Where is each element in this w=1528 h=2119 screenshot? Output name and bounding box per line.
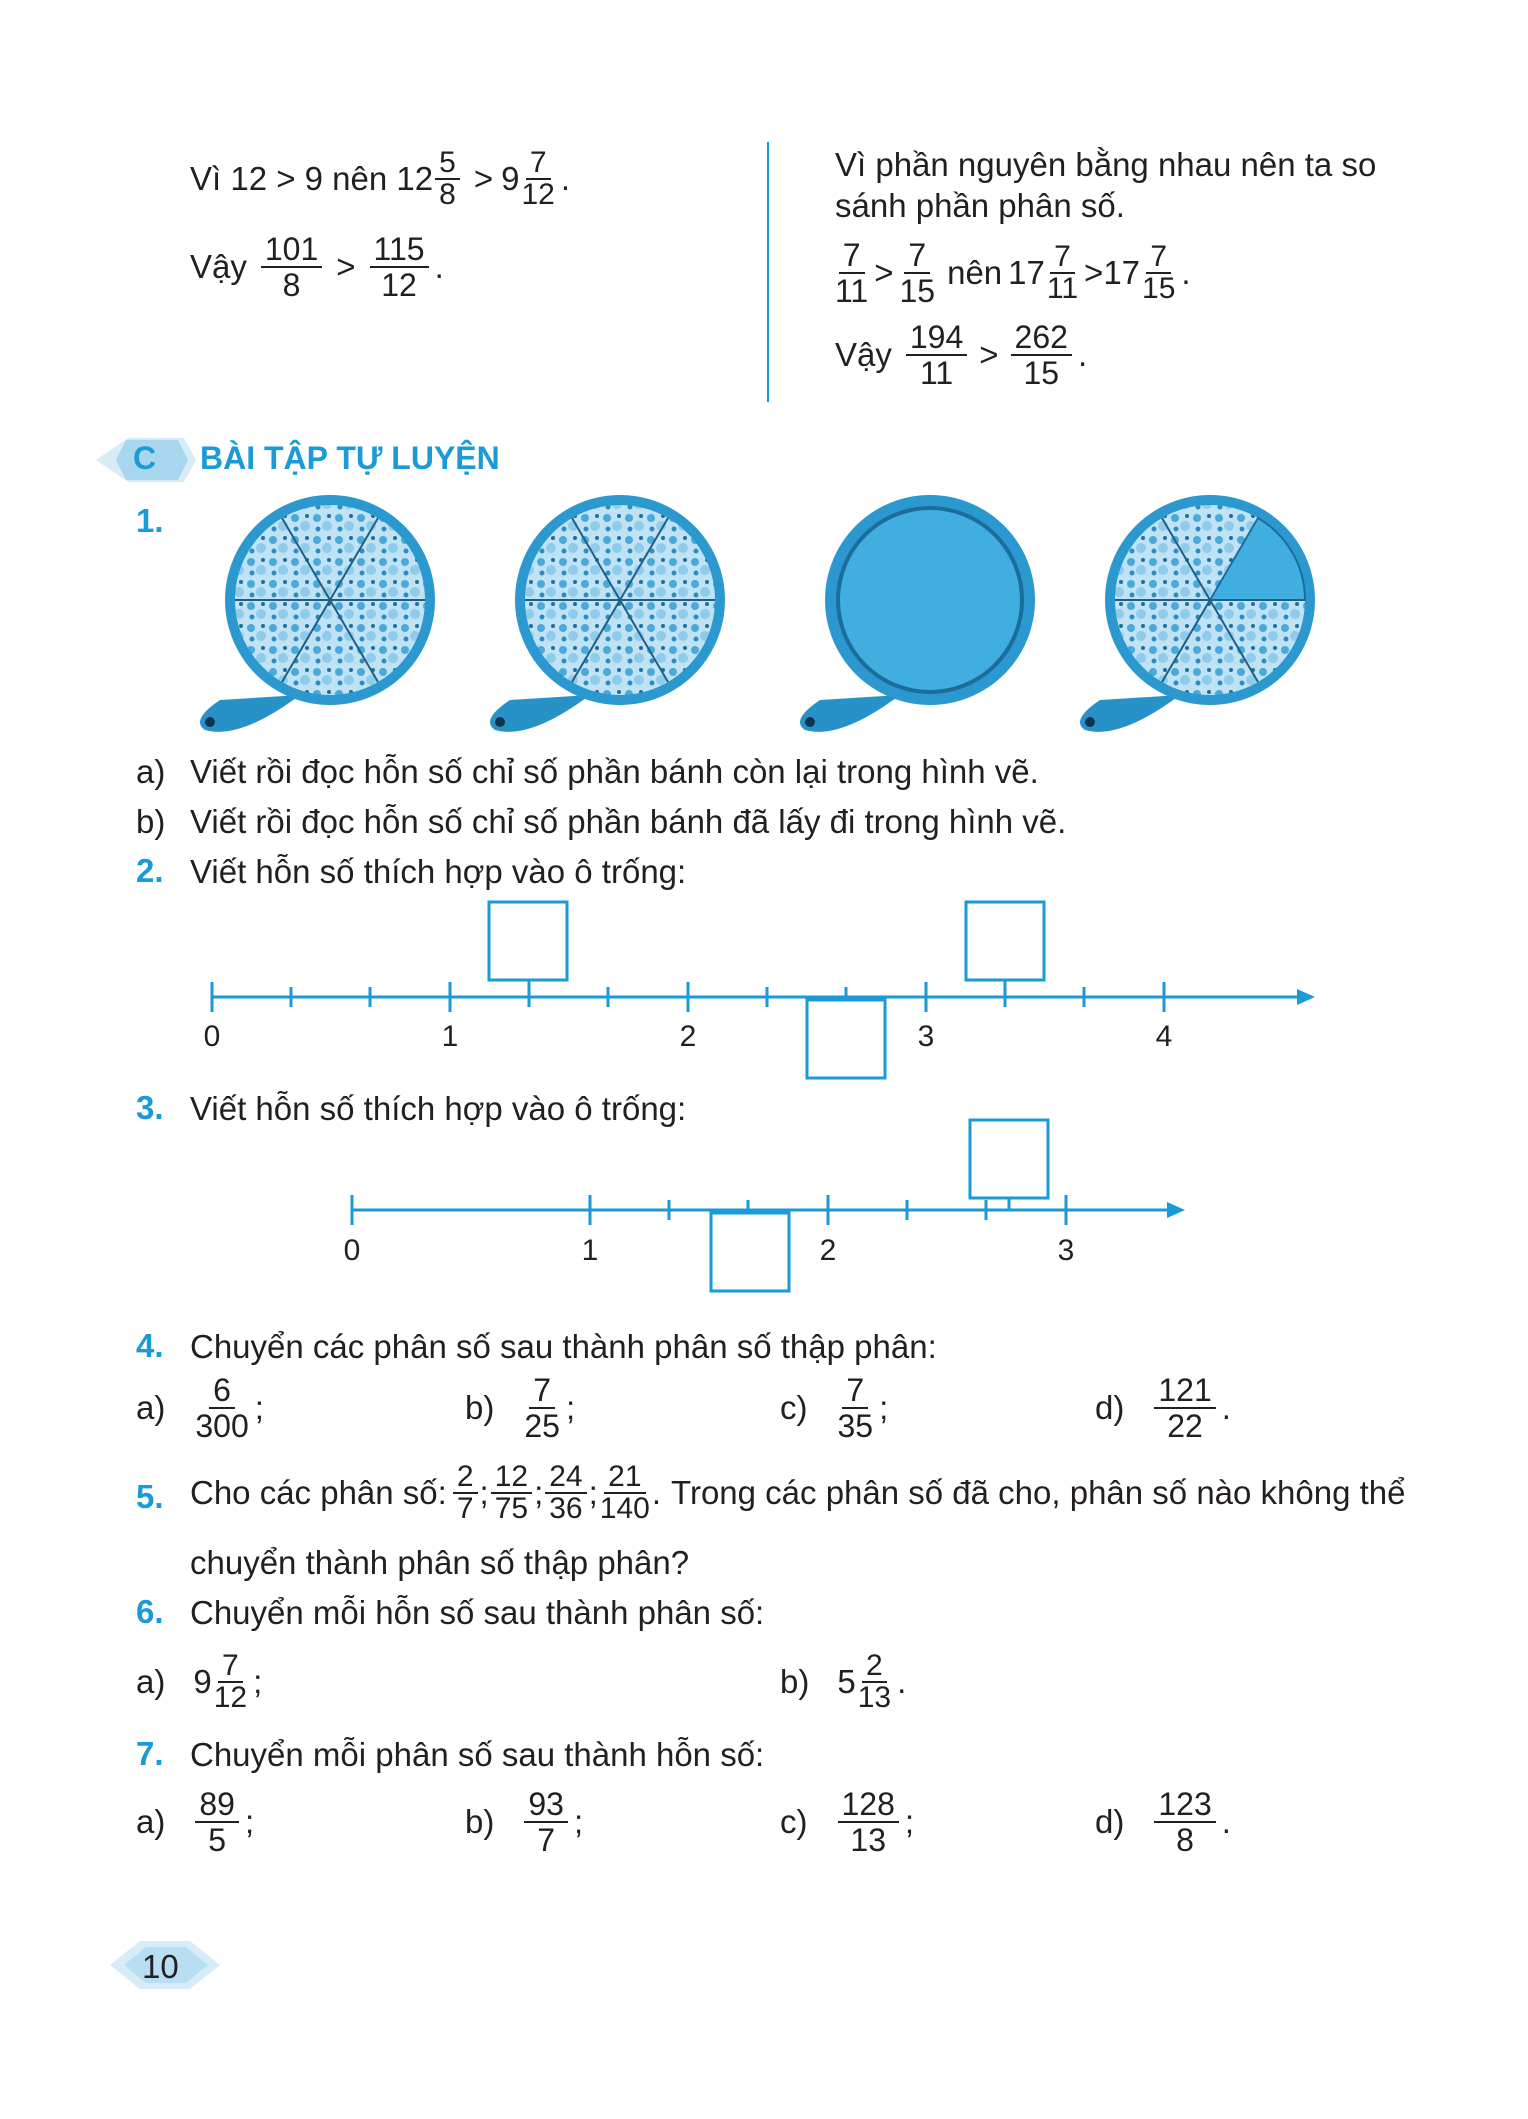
ex4-number: 4. [136,1327,164,1364]
ex5-number: 5. [136,1478,164,1515]
ex7-number: 7. [136,1735,164,1772]
top-left-line2: Vậy $\frac{101}{8}$ > $\frac{115}{12}$ . [190,231,444,303]
ex3-text: Viết hỗn số thích hợp vào ô trống: [190,1090,687,1127]
tick-label: 3 [917,1020,935,1053]
mixed-number: 9 $\frac{7}{12}$ [501,146,555,211]
ex7-text: Chuyển mỗi phân số sau thành hỗn số: [190,1736,765,1773]
section-badge-letter: C [133,440,157,476]
pizza-illustrations [180,490,1380,740]
top-right-compare: $\frac{7}{11}$ > $\frac{7}{15}$ nên 17 $\frac{7}{11}$ > 17 $\frac{7}{15}$ . [835,237,1191,309]
ex7-item-b: b) $\frac{93}{7}$ ; [465,1786,584,1858]
ex6-item-a: a) 9 $\frac{7}{12}$ ; [136,1649,263,1714]
answer-box [807,1000,885,1078]
answer-box [970,1120,1048,1198]
top-right-para-1: Vì phần nguyên bằng nhau nên ta so [835,146,1377,183]
section-title: BÀI TẬP TỰ LUYỆN [200,440,500,476]
column-divider [767,142,769,402]
ex7-item-c: c) $\frac{128}{13}$ ; [780,1786,915,1858]
tick-label: 1 [581,1234,599,1267]
ex1-b-text: Viết rồi đọc hỗn số chỉ số phần bánh đã lấy đi trong hình vẽ. [190,803,1067,840]
tick-label: 2 [679,1020,697,1053]
mixed-number: 12 $\frac{5}{8}$ [396,148,465,210]
ex4-item-d: d) $\frac{121}{22}$ . [1095,1372,1231,1444]
tick-label: 0 [343,1234,361,1267]
pizza-partial [1080,495,1315,732]
ex2-text: Viết hỗn số thích hợp vào ô trống: [190,853,687,890]
number-line-2 [190,900,1340,1100]
ex4-text: Chuyển các phân số sau thành phân số thập phân: [190,1328,937,1365]
ex1-a-label: a) [136,753,166,790]
tick-label: 4 [1155,1020,1173,1053]
answer-box [711,1213,789,1291]
ex6-text: Chuyển mỗi hỗn số sau thành phân số: [190,1594,765,1631]
ex1-a-text: Viết rồi đọc hỗn số chỉ số phần bánh còn lại trong hình vẽ. [190,753,1039,790]
ex4-item-b: b) $\frac{7}{25}$ ; [465,1372,576,1444]
answer-box [489,902,567,980]
ex1-number: 1. [136,502,164,539]
ex1-b-label: b) [136,803,166,840]
top-right-result: Vậy $\frac{194}{11}$ > $\frac{262}{15}$ . [835,319,1088,391]
number-line-3 [330,1110,1210,1310]
ex6-item-b: b) 5 $\frac{2}{13}$ . [780,1649,907,1714]
ex6-number: 6. [136,1593,164,1630]
ex7-item-d: d) $\frac{123}{8}$ . [1095,1786,1231,1858]
pizza-empty-plate [800,495,1035,732]
tick-label: 1 [441,1020,459,1053]
answer-box [966,902,1044,980]
top-right-para-2: sánh phần phân số. [835,187,1125,224]
pizza-full-1 [200,495,435,732]
tick-label: 3 [1057,1234,1075,1267]
ex7-item-a: a) $\frac{89}{5}$ ; [136,1786,255,1858]
ex2-number: 2. [136,852,164,889]
page-number: 10 [142,1948,179,1985]
ex4-item-a: a) $\frac{6}{300}$ ; [136,1372,264,1444]
top-left-line1: Vì 12 > 9 nên 12 $\frac{5}{8}$ > 9 $\frac{7}{12}$ . [190,146,571,211]
pizza-full-2 [490,495,725,732]
ex5-line1: Cho các phân số: $\frac{2}{7}$ ; $\frac{12}{75}$ ; $\frac{24}{36}$ ; $\frac{21}{140}$ . Trong các phân số đã cho, phân số nào không thể [190,1460,1406,1525]
tick-label: 0 [203,1020,221,1053]
ex3-number: 3. [136,1089,164,1126]
ex5-line2: chuyển thành phân số thập phân? [190,1544,690,1581]
tick-label: 2 [819,1234,837,1267]
ex4-item-c: c) $\frac{7}{35}$ ; [780,1372,889,1444]
